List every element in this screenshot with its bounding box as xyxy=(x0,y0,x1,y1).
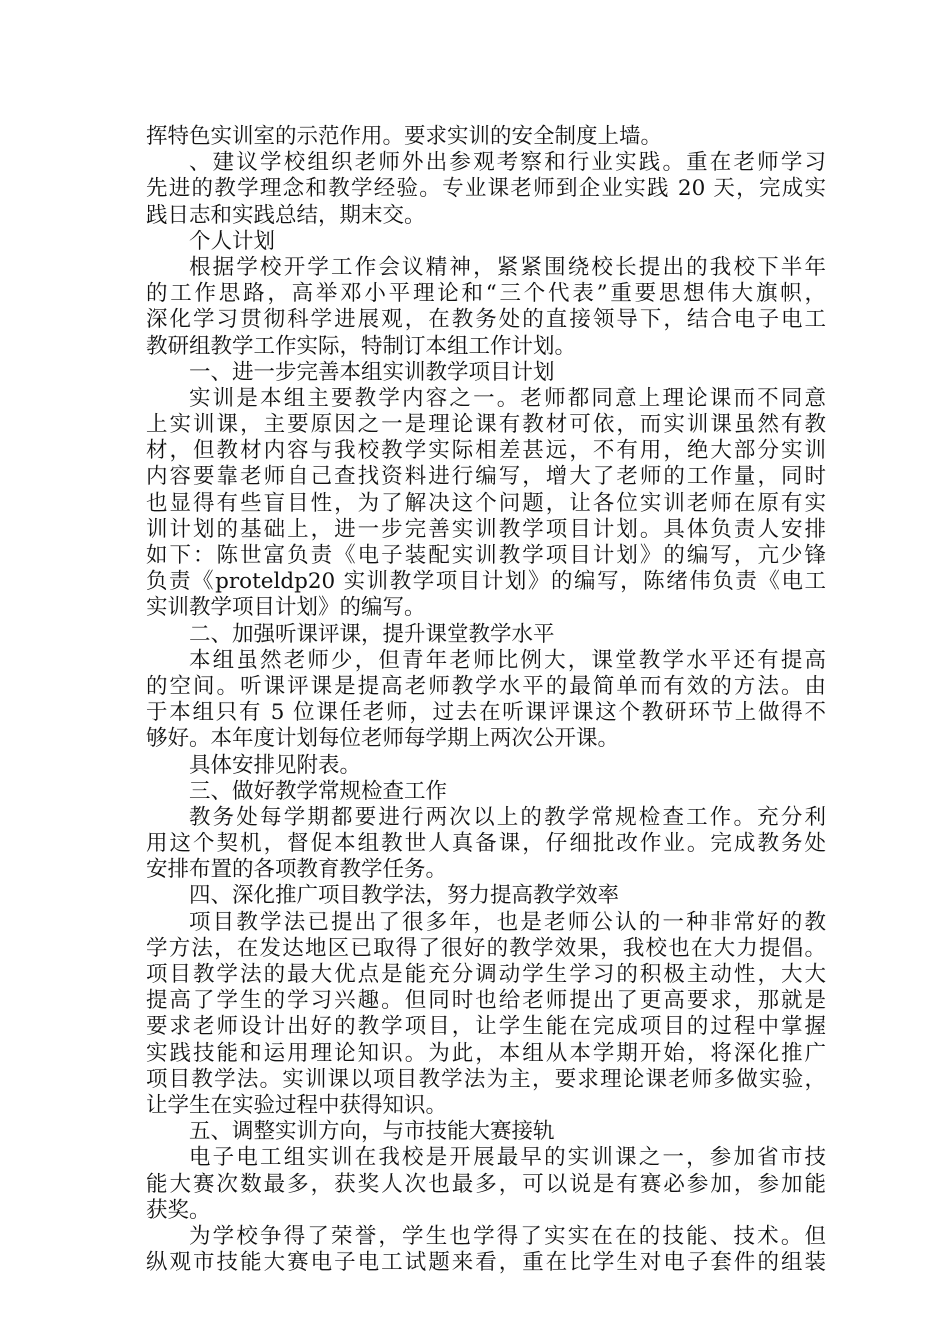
text-line: 项目教学法。实训课以项目教学法为主，要求理论课老师多做实验， xyxy=(146,1066,826,1092)
text-line: 四、深化推广项目教学法，努力提高教学效率 xyxy=(189,883,620,909)
text-line: 实训是本组主要教学内容之一。老师都同意上理论课而不同意 xyxy=(189,385,826,411)
text-line: 先进的教学理念和教学经验。专业课老师到企业实践 20 天，完成实 xyxy=(146,176,826,202)
text-line: 二、加强听课评课，提升课堂教学水平 xyxy=(189,621,555,647)
text-line: 也显得有些盲目性，为了解决这个问题，让各位实训老师在原有实 xyxy=(146,490,826,516)
text-line: 够好。本年度计划每位老师每学期上两次公开课。 xyxy=(146,726,620,752)
text-line: 实训教学项目计划》的编写。 xyxy=(146,595,426,621)
text-line: 安排布置的各项教育教学任务。 xyxy=(146,857,448,883)
text-line: 电子电工组实训在我校是开展最早的实训课之一，参加省市技 xyxy=(189,1145,826,1171)
text-line: 践日志和实践总结，期末交。 xyxy=(146,202,426,228)
text-line: 本组虽然老师少，但青年老师比例大，课堂教学水平还有提高 xyxy=(189,647,826,673)
text-line: 如下：陈世富负责《电子装配实训教学项目计划》的编写，亢少锋 xyxy=(146,543,826,568)
text-line: 学方法，在发达地区已取得了很好的教学效果，我校也在大力提倡。 xyxy=(146,935,826,961)
text-line: 训计划的基础上，进一步完善实训教学项目计划。具体负责人安排 xyxy=(146,516,826,542)
text-line: 的空间。听课评课是提高老师教学水平的最简单而有效的方法。由 xyxy=(146,673,826,699)
text-line: 一、进一步完善本组实训教学项目计划 xyxy=(189,359,555,385)
text-line: 教务处每学期都要进行两次以上的教学常规检查工作。充分利 xyxy=(189,804,826,830)
text-line: 具体安排见附表。 xyxy=(189,752,362,778)
text-line: 能大赛次数最多，获奖人次也最多，可以说是有赛必参加，参加能 xyxy=(146,1171,826,1197)
text-line: 为学校争得了荣誉，学生也学得了实实在在的技能、技术。但 xyxy=(189,1223,826,1249)
text-line: 项目教学法的最大优点是能充分调动学生学习的积极主动性，大大 xyxy=(146,962,826,987)
text-line: 、建议学校组织老师外出参观考察和行业实践。重在老师学习 xyxy=(189,150,826,176)
text-line: 于本组只有 5 位课任老师，过去在听课评课这个教研环节上做得不 xyxy=(146,700,826,726)
text-line: 获奖。 xyxy=(146,1197,211,1223)
text-line: 深化学习贯彻科学进展观，在教务处的直接领导下，结合电子电工 xyxy=(146,307,826,333)
text-line: 个人计划 xyxy=(189,228,276,254)
text-line: 纵观市技能大赛电子电工试题来看，重在比学生对电子套件的组装 xyxy=(146,1250,826,1276)
text-line: 材，但教材内容与我校教学实际相差甚远，不有用，绝大部分实训 xyxy=(146,438,826,464)
text-line: 提高了学生的学习兴趣。但同时也给老师提出了更高要求，那就是 xyxy=(146,988,826,1014)
text-line: 三、做好教学常规检查工作 xyxy=(189,778,448,804)
text-line: 让学生在实验过程中获得知识。 xyxy=(146,1092,448,1118)
text-line: 挥特色实训室的示范作用。要求实训的安全制度上墙。 xyxy=(146,124,663,149)
text-line: 实践技能和运用理论知识。为此，本组从本学期开始，将深化推广 xyxy=(146,1040,826,1066)
text-line: 用这个契机，督促本组教世人真备课，仔细批改作业。完成教务处 xyxy=(146,831,826,857)
text-line: 上实训课，主要原因之一是理论课有教材可依，而实训课虽然有教 xyxy=(146,412,826,438)
text-line: 内容要靠老师自己查找资料进行编写，增大了老师的工作量，同时 xyxy=(146,464,826,490)
text-line: 教研组教学工作实际，特制订本组工作计划。 xyxy=(146,333,577,359)
document-body xyxy=(146,124,826,1276)
text-line: 根据学校开学工作会议精神，紧紧围绕校长提出的我校下半年 xyxy=(189,254,826,280)
text-line: 负责《proteldp20 实训教学项目计划》的编写，陈绪伟负责《电工 xyxy=(146,569,826,595)
text-line: 要求老师设计出好的教学项目，让学生能在完成项目的过程中掌握 xyxy=(146,1014,826,1040)
text-line: 的工作思路，高举邓小平理论和“三个代表”重要思想伟大旗帜， xyxy=(146,281,826,307)
text-line: 项目教学法已提出了很多年，也是老师公认的一种非常好的教 xyxy=(189,909,826,935)
text-line: 五、调整实训方向，与市技能大赛接轨 xyxy=(189,1119,555,1145)
